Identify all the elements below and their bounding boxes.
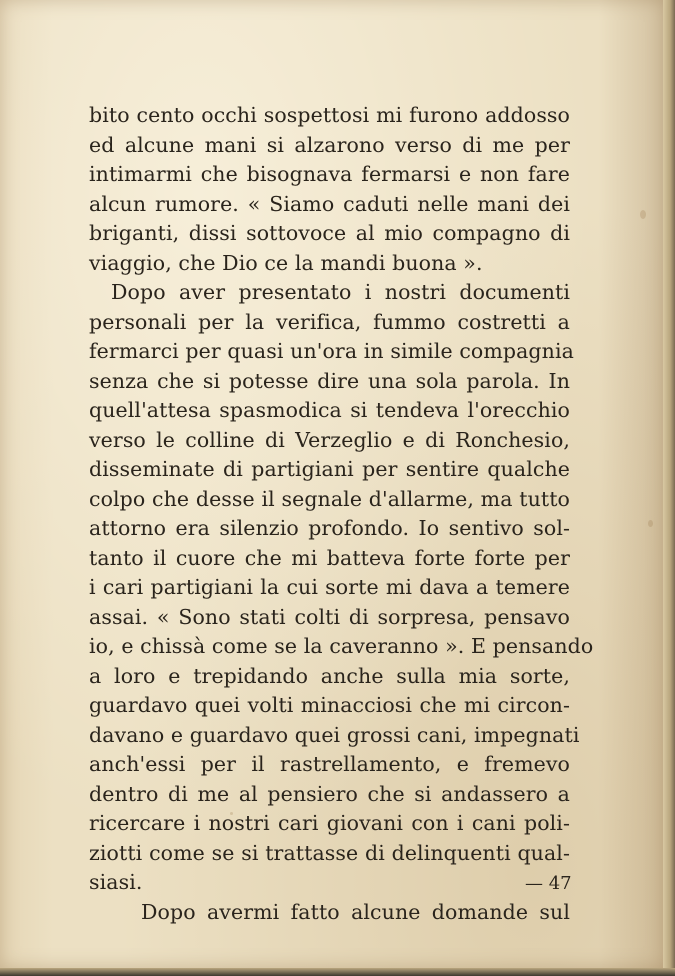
text-line: disseminate di partigiani per sentire qualche (89, 457, 570, 481)
text-line: viaggio, che Dio ce la mandi buona ». (89, 250, 483, 275)
text-line: ed alcune mani si alzarono verso di me per (89, 132, 570, 157)
page-number: — 47 (525, 873, 572, 894)
text-line: tanto il cuore che mi batteva forte forte per (89, 545, 570, 570)
text-line: senza che si potesse dire una sola parola. In (89, 368, 570, 393)
text-line: Dopo avermi fatto alcune domande sul (141, 899, 570, 924)
text-line: intimarmi che bisognava fermarsi e non fare (89, 162, 570, 186)
text-line: quell'attesa spasmodica si tendeva l'orecchio (89, 398, 570, 422)
text-line: bito cento occhi sospettosi mi furono addosso (89, 103, 570, 127)
text-line: attorno era silenzio profondo. Io sentivo sol- (89, 516, 570, 540)
page-bottom-edge (0, 968, 675, 976)
text-line: anch'essi per il rastrellamento, e fremevo (89, 752, 570, 776)
text-line: davano e guardavo quei grossi cani, impegnati (89, 722, 580, 747)
text-line: Dopo aver presentato i nostri documenti (111, 280, 570, 304)
text-line: a loro e trepidando anche sulla mia sorte, (89, 663, 570, 688)
text-line: ricercare i nostri cari giovani con i cani poli- (89, 811, 570, 835)
text-line: dentro di me al pensiero che si andassero a (89, 781, 570, 806)
text-line: i cari partigiani la cui sorte mi dava a temere (89, 575, 570, 599)
text-line: colpo che desse il segnale d'allarme, ma tutto (89, 486, 570, 511)
text-line: assai. « Sono stati colti di sorpresa, pensavo (89, 604, 570, 629)
text-line: siasi. (89, 870, 143, 894)
paper-stain (648, 520, 653, 527)
page-edge (663, 0, 675, 968)
text-line: fermarci per quasi un'ora in simile compagnia (89, 339, 574, 363)
text-line: verso le colline di Verzeglio e di Ronchesio, (89, 427, 570, 452)
text-line: personali per la verifica, fummo costretti a (89, 309, 570, 334)
text-line: alcun rumore. « Siamo caduti nelle mani dei (89, 191, 570, 216)
text-line: briganti, dissi sottovoce al mio compagno di (89, 221, 570, 245)
text-line: guardavo quei volti minacciosi che mi circon- (89, 693, 570, 717)
text-line: ziotti come se si trattasse di delinquenti qual- (89, 840, 570, 865)
text-line: io, e chissà come se la caveranno ». E pensando (89, 634, 594, 658)
paper-stain (640, 210, 646, 219)
